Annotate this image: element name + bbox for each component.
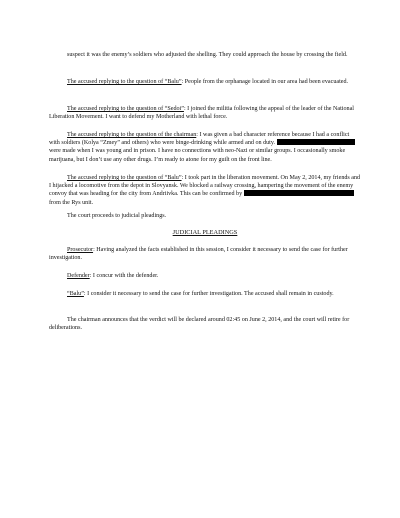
paragraph-text: : I joined the militia following the appeal of the leader of the National Liberation Movement. I want to defend my Motherland with lethal force. — [49, 106, 355, 121]
paragraph-text: : I was given a bad character reference because I had a conflict with soldiers (Kolya “Zmey” and others) who were binge-drinking while armed and on duty. — [49, 132, 350, 147]
redaction-bar — [244, 190, 354, 196]
speaker-lead: “Balu” — [67, 291, 84, 297]
paragraph-text: The court proceeds to judicial pleadings. — [67, 213, 167, 219]
speaker-lead: Defender — [67, 273, 90, 279]
paragraph-text: : I concur with the defender. — [89, 273, 159, 279]
speaker-lead: The accused replying to the question of “Sedoi” — [67, 106, 184, 112]
paragraph-text: : I took part in the liberation movement. On May 2, 2014, my friends and I hijacked a locomotive from the depot in Slovyansk. We blocked a railway crossing, hampering the movement of the enemy convoy that was heading for the city from Andriivka. This can be confirmed by — [49, 175, 361, 198]
paragraph-prosecutor — [49, 246, 361, 262]
speaker-lead: The accused replying to the question of “Balu” — [67, 175, 182, 181]
speaker-lead: The accused replying to the question of the chairman — [67, 132, 197, 138]
paragraph-continuation — [49, 51, 361, 59]
paragraph-balu-locomotive — [49, 174, 361, 207]
paragraph-text: The chairman announces that the verdict will be declared around 02:45 on June 2, 2014, and the court will retire for deliberations. — [49, 317, 350, 332]
paragraph-sedoi-militia — [49, 105, 361, 121]
redaction-bar — [277, 139, 355, 145]
paragraph-text: from the Rys unit. — [49, 199, 94, 206]
paragraph-text: : I consider it necessary to send the case for further investigation. The accused shall remain in custody. — [83, 291, 334, 297]
paragraph-text: : People from the orphanage located in our area had been evacuated. — [181, 79, 349, 85]
section-heading: JUDICIAL PLEADINGS — [172, 229, 238, 236]
speaker-lead: The accused replying to the question of “Balu” — [67, 79, 182, 85]
paragraph-defender — [49, 272, 361, 280]
paragraph-balu-orphanage — [49, 78, 361, 86]
paragraph-verdict-announcement — [49, 316, 361, 332]
paragraph-chairman-reference — [49, 131, 361, 164]
paragraph-court-proceeds — [49, 212, 361, 220]
paragraph-balu-custody — [49, 290, 361, 298]
speaker-lead: Prosecutor — [67, 247, 94, 253]
paragraph-text: suspect it was the enemy’s soldiers who adjusted the shelling. They could approach the house by crossing the field. — [67, 52, 348, 58]
paragraph-text: : Having analyzed the facts established in this session, I consider it necessary to send the case for further investigation. — [49, 247, 348, 262]
paragraph-text: were made when I was young and in prison. I have no connections with neo-Nazi or similar groups. I occasionally smoke marijuana, but I don’t use any other drugs. I’m ready to atone for my guilt on the front line. — [49, 148, 346, 163]
